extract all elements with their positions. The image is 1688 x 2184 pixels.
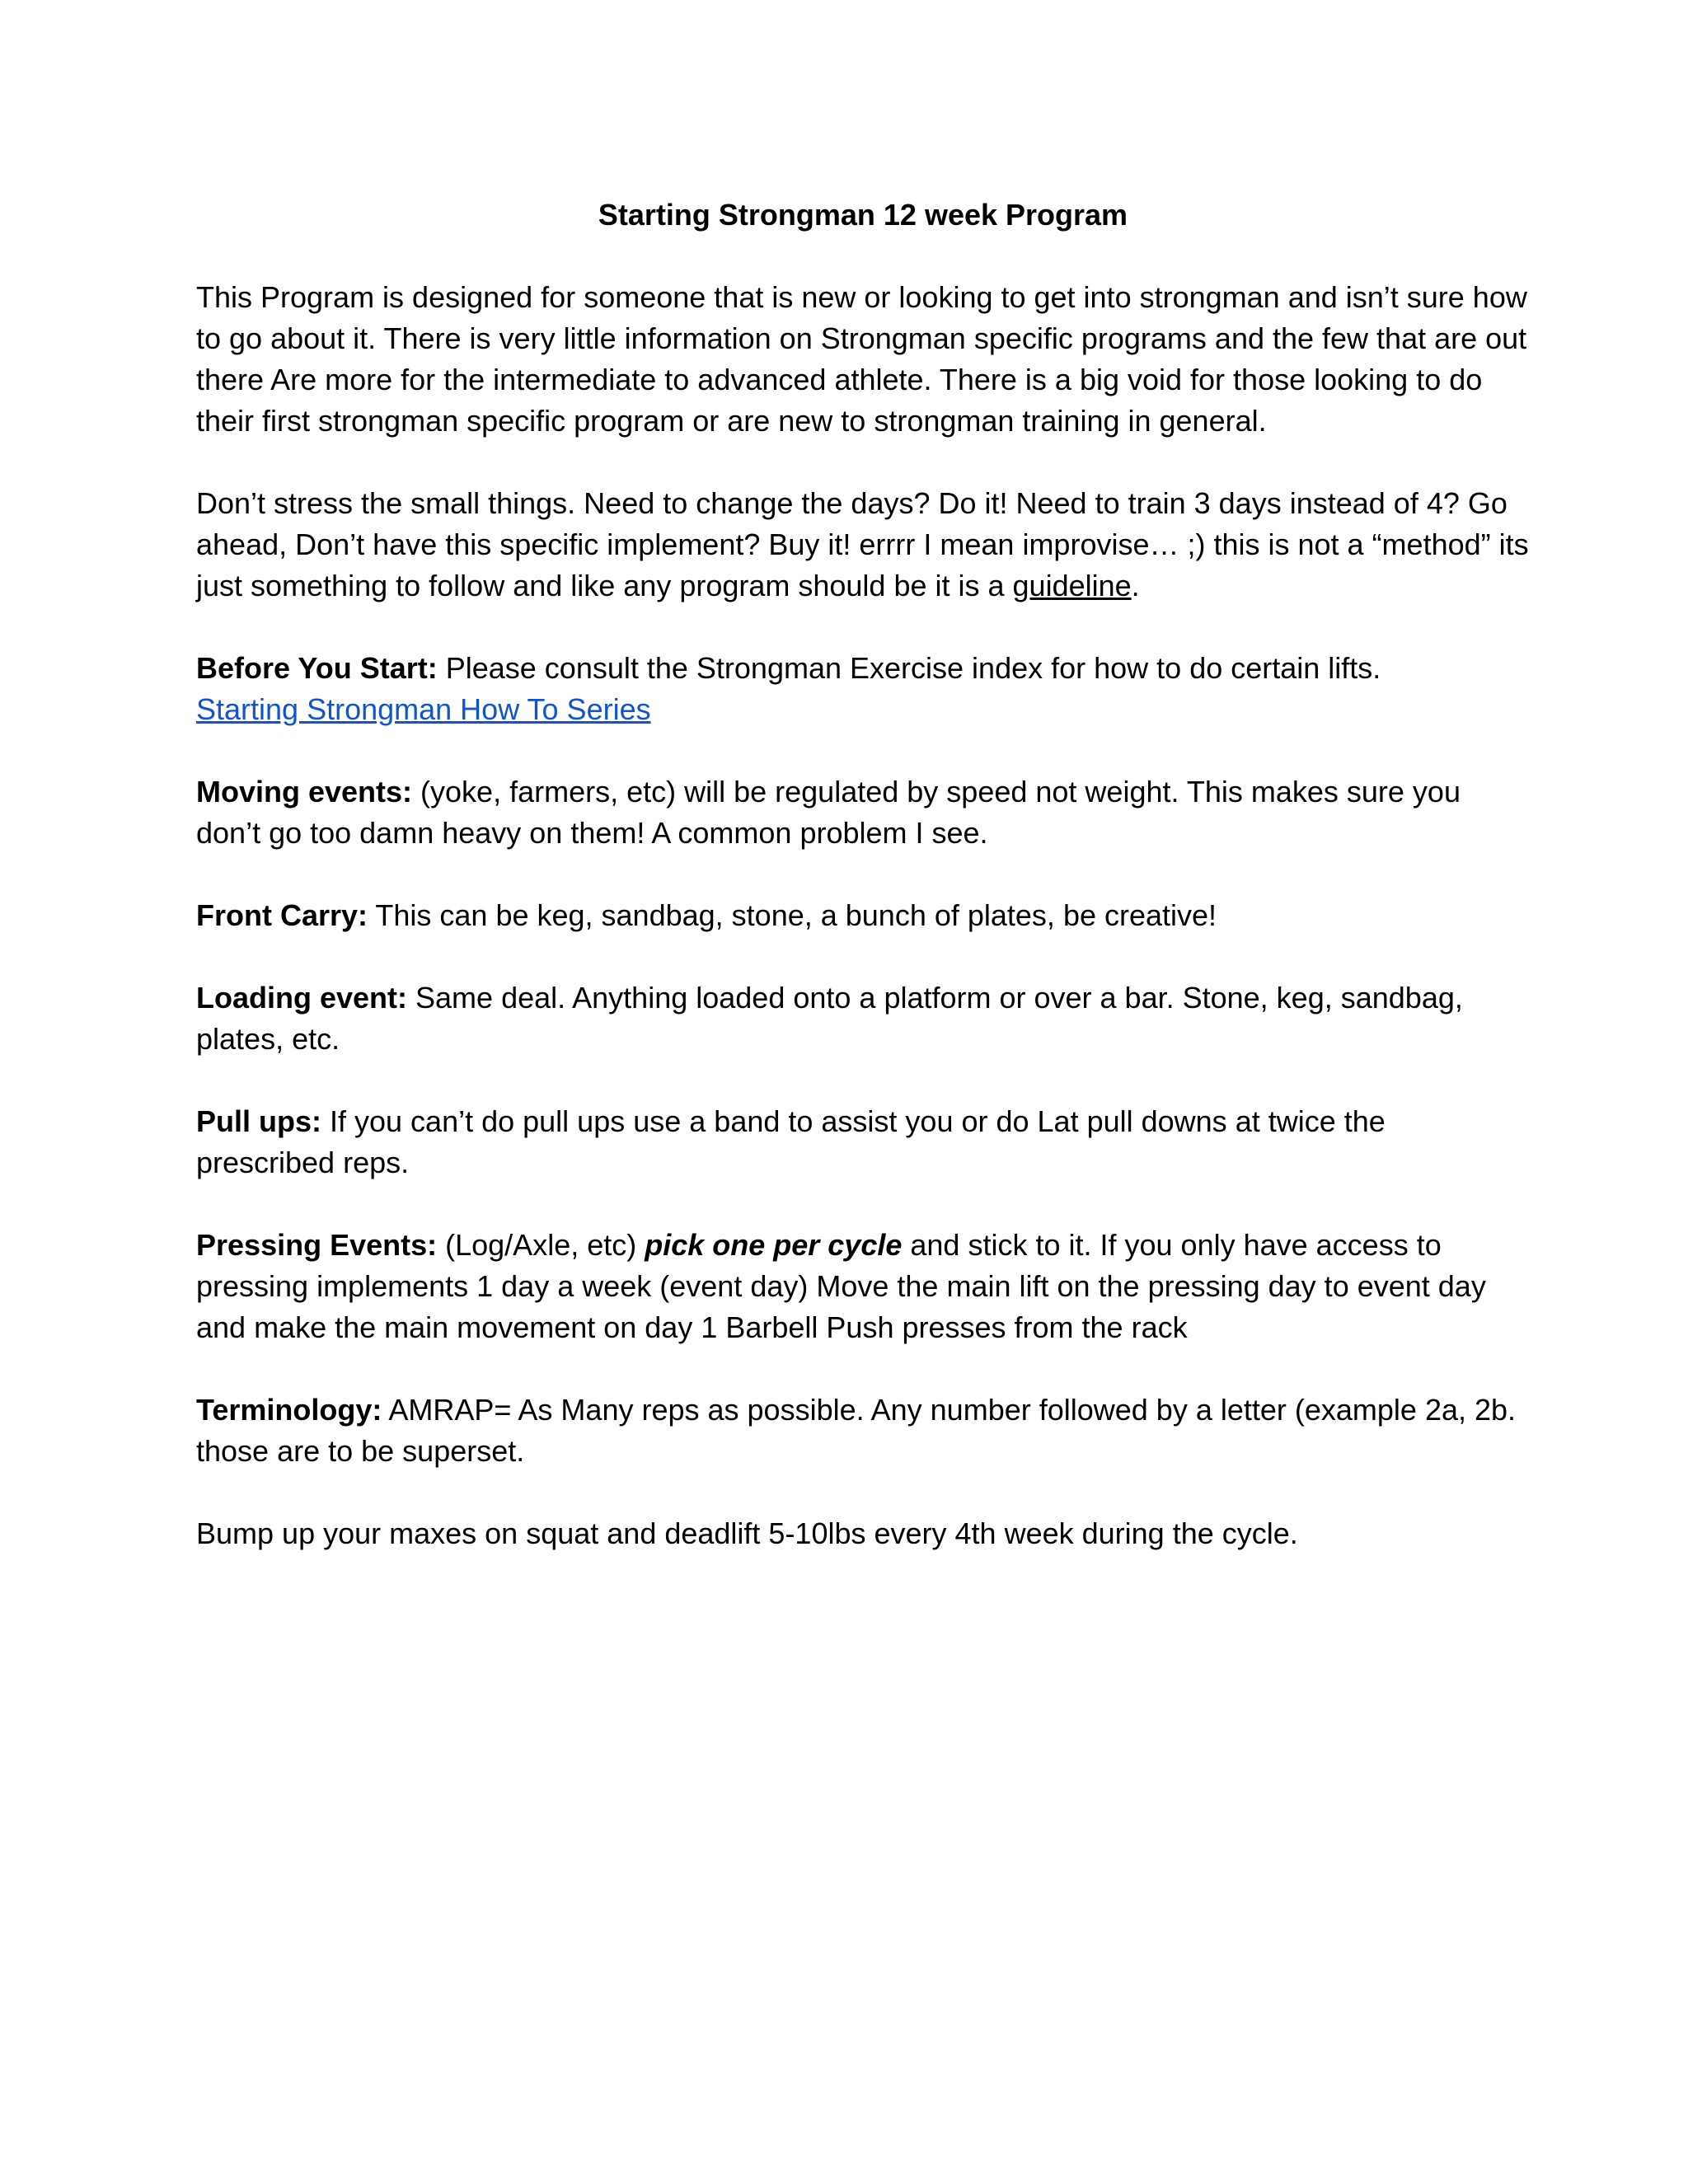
loading-event-label: Loading event:	[196, 981, 408, 1015]
pressing-events-text-before: (Log/Axle, etc)	[437, 1228, 645, 1262]
advice-text: Don’t stress the small things. Need to change the days? Do it! Need to train 3 days instead of 4? Go ahead, Don’t have this specific implement? Buy it! errrr I mean improvise… ;) this is not a “method” its just something to follow and like any program should be it is a	[196, 486, 1529, 602]
before-you-start-label: Before You Start:	[196, 651, 438, 685]
pull-ups-paragraph	[196, 1101, 1530, 1183]
advice-paragraph	[196, 483, 1530, 607]
terminology-paragraph	[196, 1390, 1530, 1472]
front-carry-text: This can be keg, sandbag, stone, a bunch of plates, be creative!	[368, 898, 1217, 932]
pressing-events-label: Pressing Events:	[196, 1228, 438, 1262]
before-you-start-text: Please consult the Strongman Exercise index for how to do certain lifts.	[437, 651, 1381, 685]
pressing-events-paragraph	[196, 1225, 1530, 1348]
moving-events-text: (yoke, farmers, etc) will be regulated by speed not weight. This makes sure you don’t go too damn heavy on them! A common problem I see.	[196, 775, 1461, 850]
pull-ups-text: If you can’t do pull ups use a band to assist you or do Lat pull downs at twice the prescribed reps.	[196, 1104, 1386, 1179]
pressing-events-emphasis: pick one per cycle	[645, 1228, 903, 1262]
pressing-events-text-after: and stick to it. If you only have access to pressing implements 1 day a week (event day) Move the main lift on the pressing day to event day and make the main movement on day 1 Barbell Push presses from the rack	[196, 1228, 1486, 1344]
moving-events-paragraph	[196, 771, 1530, 854]
moving-events-label: Moving events:	[196, 775, 413, 808]
intro-paragraph: This Program is designed for someone that is new or looking to get into strongman and isn’t sure how to go about it. There is very little information on Strongman specific programs and the few that are out there Are more for the intermediate to advanced athlete. There is a big void for those looking to do their first strongman specific program or are new to strongman training in general.	[196, 280, 1527, 438]
front-carry-paragraph	[196, 895, 1530, 936]
terminology-label: Terminology:	[196, 1393, 382, 1427]
loading-event-paragraph	[196, 977, 1530, 1060]
front-carry-label: Front Carry:	[196, 898, 368, 932]
guideline-underlined: guideline	[1012, 569, 1132, 602]
document-title: Starting Strongman 12 week Program	[598, 198, 1128, 232]
before-you-start-paragraph	[196, 648, 1530, 730]
how-to-series-link[interactable]: Starting Strongman How To Series	[196, 692, 651, 726]
pull-ups-label: Pull ups:	[196, 1104, 321, 1138]
document-body	[196, 194, 1530, 1596]
bump-note-paragraph: Bump up your maxes on squat and deadlift 5-10lbs every 4th week during the cycle.	[196, 1516, 1298, 1550]
loading-event-text: Same deal. Anything loaded onto a platform or over a bar. Stone, keg, sandbag, plates, etc.	[196, 981, 1463, 1056]
advice-end: .	[1131, 569, 1140, 602]
terminology-text: AMRAP= As Many reps as possible. Any number followed by a letter (example 2a, 2b. those are to be superset.	[196, 1393, 1517, 1468]
